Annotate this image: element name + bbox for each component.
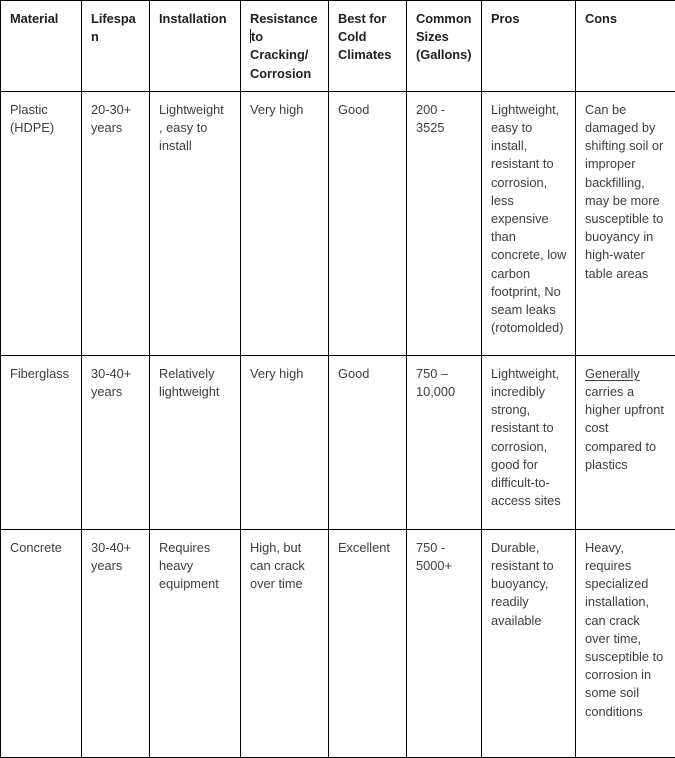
cell-common-sizes[interactable]: 200 - 3525 xyxy=(407,91,482,355)
column-header-material[interactable]: Material xyxy=(1,1,82,92)
cell-installation[interactable]: Relatively lightweight xyxy=(150,355,241,529)
cell-resistance[interactable]: High, but can crack over time xyxy=(241,529,329,757)
cell-cons[interactable]: Can be damaged by shifting soil or improper backfilling, may be more susceptible to buoyancy in high-water table areas xyxy=(576,91,675,355)
table-row xyxy=(1,91,675,355)
column-header-cold-line1: Best for xyxy=(338,11,386,26)
column-header-resistance-line2: to Cracking/ xyxy=(250,29,308,62)
cell-lifespan[interactable]: 30-40+ years xyxy=(82,355,150,529)
column-header-sizes-line2: Sizes xyxy=(416,29,449,44)
column-header-sizes-line1: Common xyxy=(416,11,471,26)
column-header-cons[interactable]: Cons xyxy=(576,1,675,92)
cell-lifespan[interactable]: 30-40+ years xyxy=(82,529,150,757)
column-header-cold-line3: Climates xyxy=(338,47,391,62)
cell-cons[interactable]: Heavy, requires specialized installation, can crack over time, susceptible to corrosion in some soil conditions xyxy=(576,529,675,757)
cell-resistance[interactable]: Very high xyxy=(241,91,329,355)
column-header-pros[interactable]: Pros xyxy=(482,1,576,92)
table-row xyxy=(1,529,675,757)
cell-pros[interactable]: Lightweight, easy to install, resistant to corrosion, less expensive than concrete, low carbon footprint, No seam leaks (rotomolded) xyxy=(482,91,576,355)
column-header-sizes-line3: (Gallons) xyxy=(416,47,471,62)
cell-cold-climates[interactable]: Excellent xyxy=(329,529,407,757)
cell-installation[interactable]: Requires heavy equipment xyxy=(150,529,241,757)
cell-cons[interactable] xyxy=(576,355,675,529)
column-header-common-sizes[interactable] xyxy=(407,1,482,92)
column-header-installation[interactable]: Installation xyxy=(150,1,241,92)
column-header-cold-line2: Cold xyxy=(338,29,366,44)
cell-installation-part1: Lightweight xyxy=(159,102,224,117)
cell-cons-underlined-term[interactable]: Generally xyxy=(585,366,640,381)
table-row xyxy=(1,355,675,529)
cell-cold-climates[interactable]: Good xyxy=(329,91,407,355)
cell-material[interactable]: Fiberglass xyxy=(1,355,82,529)
column-header-resistance-line3: Corrosion xyxy=(250,66,311,81)
cell-pros[interactable]: Durable, resistant to buoyancy, readily available xyxy=(482,529,576,757)
table-body xyxy=(1,91,675,757)
cell-resistance[interactable]: Very high xyxy=(241,355,329,529)
column-header-resistance[interactable] xyxy=(241,1,329,92)
table-header xyxy=(1,1,675,92)
cell-lifespan[interactable]: 20-30+ years xyxy=(82,91,150,355)
cell-installation-part2: , easy to install xyxy=(159,119,232,155)
cell-pros[interactable]: Lightweight, incredibly strong, resistant to corrosion, good for difficult-to-access sites xyxy=(482,355,576,529)
cell-material[interactable]: Plastic (HDPE) xyxy=(1,91,82,355)
column-header-resistance-line1: Resistance xyxy=(250,11,318,26)
column-header-lifespan[interactable]: Lifespan xyxy=(82,1,150,92)
cell-common-sizes[interactable]: 750 - 5000+ xyxy=(407,529,482,757)
cell-material[interactable]: Concrete xyxy=(1,529,82,757)
cell-installation[interactable] xyxy=(150,91,241,355)
cell-cons-rest: carries a higher upfront cost compared to plastics xyxy=(585,384,664,472)
column-header-cold-climates[interactable] xyxy=(329,1,407,92)
table-header-row xyxy=(1,1,675,92)
cell-cold-climates[interactable]: Good xyxy=(329,355,407,529)
cell-common-sizes[interactable]: 750 – 10,000 xyxy=(407,355,482,529)
